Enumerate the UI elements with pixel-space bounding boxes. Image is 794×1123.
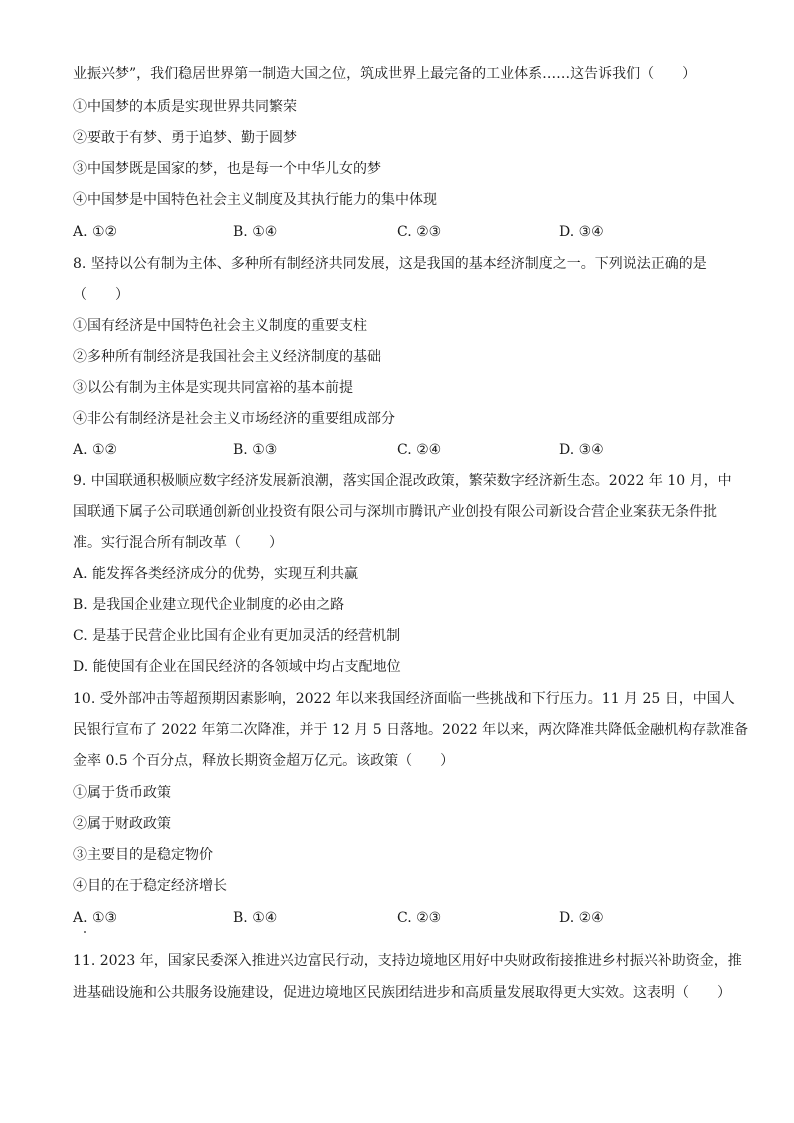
q10-stem-line-3: 金率 0.5 个百分点，释放长期资金超万亿元。该政策（ ） <box>73 753 455 769</box>
q11-stem-line-2: 进基础设施和公共服务设施建设，促进边境地区民族团结进步和高质量发展取得更大实效。这表明（ ） <box>73 985 731 1001</box>
q10-statement-3: ③主要目的是稳定物价 <box>73 847 213 863</box>
q9-option-b: B. 是我国企业建立现代企业制度的必由之路 <box>73 597 345 613</box>
q9-stem-line-3: 准。实行混合所有制改革（ ） <box>73 535 283 551</box>
q10-option-d: D. ②④ <box>559 910 604 926</box>
q9-option-a: A. 能发挥各类经济成分的优势，实现互利共赢 <box>73 566 359 582</box>
q10-statement-2: ②属于财政政策 <box>73 816 171 832</box>
q10-stem-line-1: 10. 受外部冲击等超预期因素影响，2022 年以来我国经济面临一些挑战和下行压力。11 月 25 日，中国人 <box>73 691 735 707</box>
q8-option-c: C. ②④ <box>397 442 442 458</box>
q9-stem-line-1: 9. 中国联通积极顺应数字经济发展新浪潮，落实国企混改政策，繁荣数字经济新生态。2022 年 10 月，中 <box>73 473 732 489</box>
q8-statement-1: ①国有经济是中国特色社会主义制度的重要支柱 <box>73 318 367 334</box>
q9-option-c: C. 是基于民营企业比国有企业有更加灵活的经营机制 <box>73 628 401 644</box>
q7-stem: 业振兴梦”，我们稳居世界第一制造大国之位，筑成世界上最完备的工业体系……这告诉我们（ ） <box>73 66 697 82</box>
q8-option-a: A. ①② <box>73 442 118 458</box>
q11-stem-line-1: 11. 2023 年，国家民委深入推进兴边富民行动，支持边境地区用好中央财政衔接推进乡村振兴补助资金，推 <box>73 953 742 969</box>
q7-options <box>73 222 733 242</box>
q7-statement-2: ②要敢于有梦、勇于追梦、勤于圆梦 <box>73 130 297 146</box>
q10-statement-4: ④目的在于稳定经济增长 <box>73 878 227 894</box>
q8-options <box>73 440 733 460</box>
q10-stem-line-2: 民银行宣布了 2022 年第二次降准，并于 12 月 5 日落地。2022 年以来，两次降准共降低金融机构存款准备 <box>73 722 749 738</box>
q10-statement-1: ①属于货币政策 <box>73 785 171 801</box>
q7-statement-1: ①中国梦的本质是实现世界共同繁荣 <box>73 99 297 115</box>
q8-option-b: B. ①③ <box>233 442 278 458</box>
q7-option-b: B. ①④ <box>233 224 278 240</box>
q9-option-d: D. 能使国有企业在国民经济的各领域中均占支配地位 <box>73 659 401 675</box>
q8-stem-line-2: （ ） <box>73 287 129 303</box>
q9-stem-line-2: 国联通下属子公司联通创新创业投资有限公司与深圳市腾讯产业创投有限公司新设合营企业案获无条件批 <box>73 504 717 520</box>
q10-option-b: B. ①④ <box>233 910 278 926</box>
q7-option-a: A. ①② <box>73 224 118 240</box>
q8-option-d: D. ③④ <box>559 442 604 458</box>
q7-option-c: C. ②③ <box>397 224 442 240</box>
scan-speck <box>84 931 86 933</box>
q8-statement-4: ④非公有制经济是社会主义市场经济的重要组成部分 <box>73 411 395 427</box>
q7-statement-4: ④中国梦是中国特色社会主义制度及其执行能力的集中体现 <box>73 192 437 208</box>
q8-statement-2: ②多种所有制经济是我国社会主义经济制度的基础 <box>73 349 381 365</box>
q8-statement-3: ③以公有制为主体是实现共同富裕的基本前提 <box>73 380 353 396</box>
q10-option-c: C. ②③ <box>397 910 442 926</box>
q10-options <box>73 908 733 928</box>
q8-stem-line-1: 8. 坚持以公有制为主体、多种所有制经济共同发展，这是我国的基本经济制度之一。下列说法正确的是 <box>73 256 707 272</box>
q7-option-d: D. ③④ <box>559 224 604 240</box>
q10-option-a: A. ①③ <box>73 910 118 926</box>
q7-statement-3: ③中国梦既是国家的梦，也是每一个中华儿女的梦 <box>73 161 381 177</box>
